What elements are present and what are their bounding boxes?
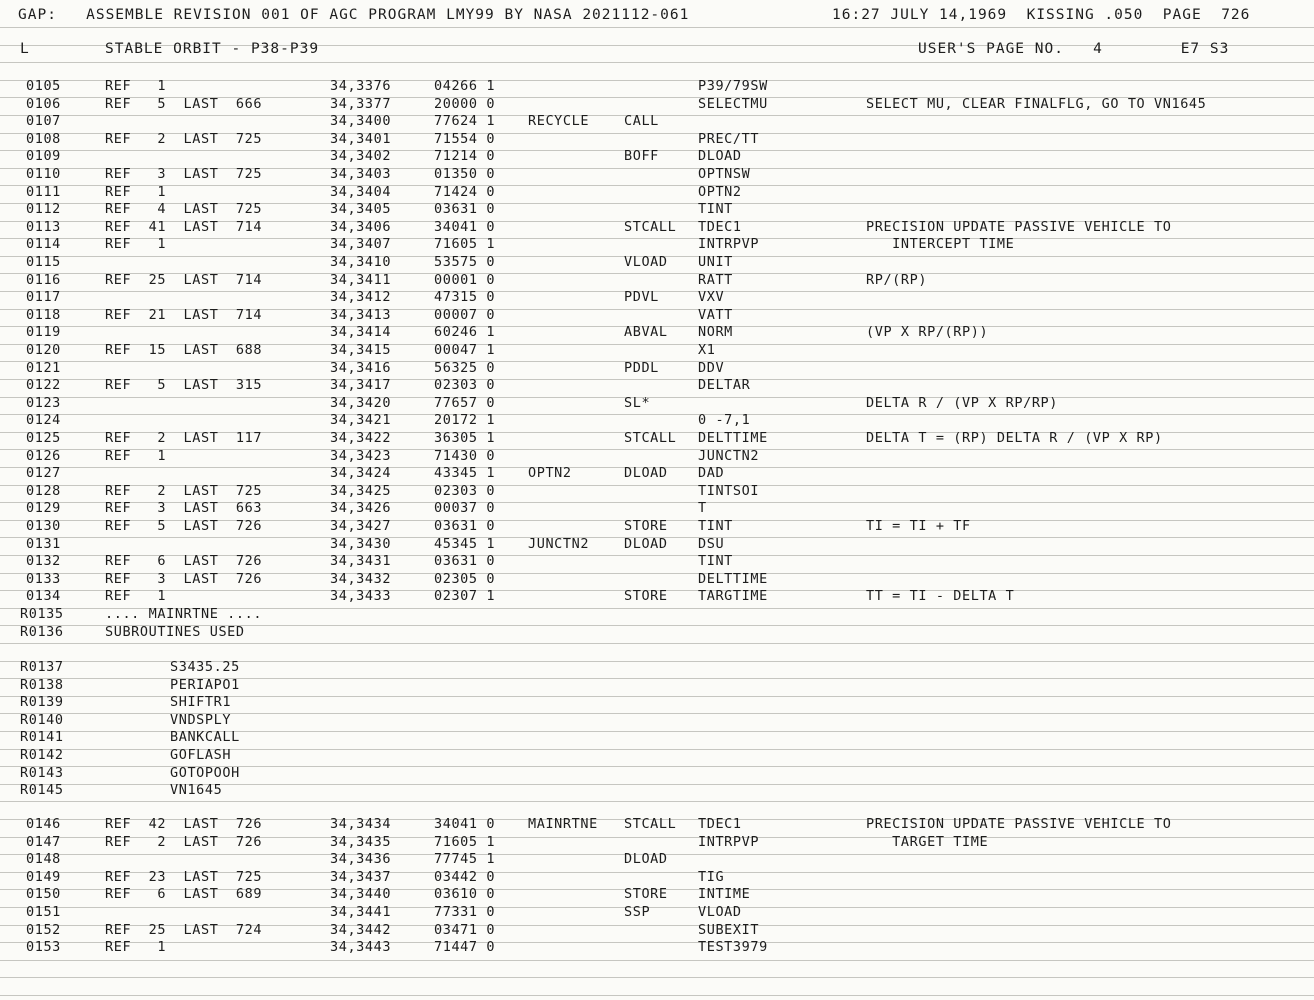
- listing-word: 02303 0: [434, 483, 496, 499]
- listing-comment: SELECT MU, CLEAR FINALFLG, GO TO VN1645: [866, 96, 1207, 112]
- listing-ref: REF 5 LAST 726: [105, 518, 263, 534]
- listing-word: 03610 0: [434, 886, 496, 902]
- listing-addr: 34,3427: [330, 518, 392, 534]
- listing-addr: 34,3437: [330, 869, 392, 885]
- listing-addr: 34,3441: [330, 904, 392, 920]
- listing-addr: 34,3413: [330, 307, 392, 323]
- listing-operand: TINT: [698, 553, 733, 569]
- listing-addr: 34,3402: [330, 148, 392, 164]
- listing-line: R0143: [20, 765, 64, 781]
- listing-op: ABVAL: [624, 324, 668, 340]
- listing-comment: DELTA T = (RP) DELTA R / (VP X RP): [866, 430, 1163, 446]
- listing-line: 0108: [26, 131, 61, 147]
- listing-word: 71605 1: [434, 236, 496, 252]
- paper-rule: [0, 960, 1314, 961]
- listing-word: 45345 1: [434, 536, 496, 552]
- listing-operand: 0 -7,1: [698, 412, 751, 428]
- listing-ref: REF 1: [105, 939, 167, 955]
- listing-word: 03442 0: [434, 869, 496, 885]
- listing-comment: TI = TI + TF: [866, 518, 971, 534]
- listing-addr: 34,3426: [330, 500, 392, 516]
- listing-addr: 34,3432: [330, 571, 392, 587]
- listing-word: 71430 0: [434, 448, 496, 464]
- subroutine-name: GOFLASH: [170, 747, 232, 763]
- listing-operand: X1: [698, 342, 716, 358]
- listing-operand: VXV: [698, 289, 725, 305]
- paper-rule: [0, 801, 1314, 802]
- listing-ref: REF 1: [105, 236, 167, 252]
- listing-ref: REF 15 LAST 688: [105, 342, 263, 358]
- listing-line: 0121: [26, 360, 61, 376]
- paper-rule: [0, 995, 1314, 996]
- listing-ref: REF 6 LAST 726: [105, 553, 263, 569]
- listing-line: 0133: [26, 571, 61, 587]
- user-page-number: USER'S PAGE NO. 4 E7 S3: [918, 41, 1230, 57]
- listing-line: 0153: [26, 939, 61, 955]
- listing-word: 77331 0: [434, 904, 496, 920]
- listing-addr: 34,3414: [330, 324, 392, 340]
- paper-rule: [0, 643, 1314, 644]
- listing-word: 71447 0: [434, 939, 496, 955]
- listing-ref: REF 25 LAST 714: [105, 272, 263, 288]
- listing-addr: 34,3431: [330, 553, 392, 569]
- listing-word: 77657 0: [434, 395, 496, 411]
- listing-comment: DELTA R / (VP X RP/RP): [866, 395, 1059, 411]
- listing-op: BOFF: [624, 148, 659, 164]
- listing-addr: 34,3424: [330, 465, 392, 481]
- listing-addr: 34,3442: [330, 922, 392, 938]
- listing-comment: TARGET TIME: [866, 834, 989, 850]
- listing-word: 20172 1: [434, 412, 496, 428]
- listing-line: 0126: [26, 448, 61, 464]
- listing-word: 03631 0: [434, 553, 496, 569]
- listing-comment: (VP X RP/(RP)): [866, 324, 989, 340]
- paper-rule: [0, 942, 1314, 943]
- listing-comment: PRECISION UPDATE PASSIVE VEHICLE TO: [866, 816, 1172, 832]
- paper-rule: [0, 414, 1314, 415]
- subroutine-name: S3435.25: [170, 659, 240, 675]
- listing-op: STCALL: [624, 430, 677, 446]
- paper-rule: [0, 80, 1314, 81]
- listing-op: STORE: [624, 518, 668, 534]
- listing-line: 0152: [26, 922, 61, 938]
- listing-line: R0139: [20, 694, 64, 710]
- listing-line: R0142: [20, 747, 64, 763]
- paper-rule: [0, 238, 1314, 239]
- listing-line: 0111: [26, 184, 61, 200]
- listing-text: .... MAINRTNE ....: [105, 606, 263, 622]
- listing-operand: SELECTMU: [698, 96, 768, 112]
- listing-line: 0132: [26, 553, 61, 569]
- listing-op: STCALL: [624, 816, 677, 832]
- listing-operand: DDV: [698, 360, 725, 376]
- listing-operand: INTRPVP: [698, 236, 760, 252]
- listing-operand: VLOAD: [698, 904, 742, 920]
- listing-ref: REF 3 LAST 726: [105, 571, 263, 587]
- listing-addr: 34,3400: [330, 113, 392, 129]
- listing-operand: DELTTIME: [698, 571, 768, 587]
- section-title: STABLE ORBIT - P38-P39: [105, 41, 320, 57]
- listing-word: 71605 1: [434, 834, 496, 850]
- listing-line: R0140: [20, 712, 64, 728]
- listing-ref: REF 4 LAST 725: [105, 201, 263, 217]
- listing-addr: 34,3405: [330, 201, 392, 217]
- listing-line: 0134: [26, 588, 61, 604]
- listing-op: PDDL: [624, 360, 659, 376]
- paper-rule: [0, 449, 1314, 450]
- listing-line: 0114: [26, 236, 61, 252]
- listing-word: 02305 0: [434, 571, 496, 587]
- listing-operand: DELTAR: [698, 377, 751, 393]
- listing-ref: REF 1: [105, 78, 167, 94]
- listing-line: 0118: [26, 307, 61, 323]
- subroutine-name: BANKCALL: [170, 729, 240, 745]
- listing-line: R0135: [20, 606, 64, 622]
- listing-word: 56325 0: [434, 360, 496, 376]
- listing-line: 0120: [26, 342, 61, 358]
- listing-addr: 34,3410: [330, 254, 392, 270]
- listing-addr: 34,3406: [330, 219, 392, 235]
- listing-addr: 34,3425: [330, 483, 392, 499]
- listing-word: 71214 0: [434, 148, 496, 164]
- listing-word: 00037 0: [434, 500, 496, 516]
- listing-operand: TIG: [698, 869, 725, 885]
- listing-op: STORE: [624, 886, 668, 902]
- listing-operand: RATT: [698, 272, 733, 288]
- listing-ref: REF 1: [105, 184, 167, 200]
- listing-op: STCALL: [624, 219, 677, 235]
- listing-ref: REF 1: [105, 588, 167, 604]
- listing-line: 0150: [26, 886, 61, 902]
- listing-word: 00001 0: [434, 272, 496, 288]
- listing-ref: REF 2 LAST 726: [105, 834, 263, 850]
- listing-addr: 34,3376: [330, 78, 392, 94]
- listing-word: 60246 1: [434, 324, 496, 340]
- listing-line: 0105: [26, 78, 61, 94]
- listing-word: 03631 0: [434, 201, 496, 217]
- listing-line: 0115: [26, 254, 61, 270]
- listing-addr: 34,3422: [330, 430, 392, 446]
- listing-op: CALL: [624, 113, 659, 129]
- listing-operand: TARGTIME: [698, 588, 768, 604]
- listing-text: SUBROUTINES USED: [105, 624, 245, 640]
- listing-addr: 34,3435: [330, 834, 392, 850]
- listing-ref: REF 1: [105, 448, 167, 464]
- listing-operand: DLOAD: [698, 148, 742, 164]
- listing-operand: TINT: [698, 518, 733, 534]
- listing-line: 0113: [26, 219, 61, 235]
- listing-line: 0117: [26, 289, 61, 305]
- listing-operand: T: [698, 500, 707, 516]
- listing-line: 0131: [26, 536, 61, 552]
- listing-ref: REF 5 LAST 315: [105, 377, 263, 393]
- listing-line: R0145: [20, 782, 64, 798]
- listing-operand: NORM: [698, 324, 733, 340]
- listing-ref: REF 2 LAST 117: [105, 430, 263, 446]
- listing-label: RECYCLE: [528, 113, 590, 129]
- listing-line: 0130: [26, 518, 61, 534]
- listing-word: 03471 0: [434, 922, 496, 938]
- listing-comment: PRECISION UPDATE PASSIVE VEHICLE TO: [866, 219, 1172, 235]
- listing-ref: REF 2 LAST 725: [105, 483, 263, 499]
- listing-line: 0149: [26, 869, 61, 885]
- listing-ref: REF 41 LAST 714: [105, 219, 263, 235]
- listing-word: 43345 1: [434, 465, 496, 481]
- listing-line: R0136: [20, 624, 64, 640]
- listing-operand: OPTNSW: [698, 166, 751, 182]
- listing-addr: 34,3433: [330, 588, 392, 604]
- listing-ref: REF 23 LAST 725: [105, 869, 263, 885]
- listing-operand: PREC/TT: [698, 131, 760, 147]
- listing-addr: 34,3417: [330, 377, 392, 393]
- listing-label: MAINRTNE: [528, 816, 598, 832]
- listing-word: 71424 0: [434, 184, 496, 200]
- listing-addr: 34,3403: [330, 166, 392, 182]
- paper-rule: [0, 397, 1314, 398]
- listing-line: 0106: [26, 96, 61, 112]
- listing-word: 00047 1: [434, 342, 496, 358]
- listing-word: 71554 0: [434, 131, 496, 147]
- listing-line: 0124: [26, 412, 61, 428]
- listing-line: 0125: [26, 430, 61, 446]
- listing-line: 0151: [26, 904, 61, 920]
- listing-line: 0110: [26, 166, 61, 182]
- listing-word: 04266 1: [434, 78, 496, 94]
- paper-rule: [0, 62, 1314, 63]
- subroutine-name: SHIFTR1: [170, 694, 232, 710]
- listing-line: 0148: [26, 851, 61, 867]
- listing-line: 0112: [26, 201, 61, 217]
- listing-addr: 34,3407: [330, 236, 392, 252]
- listing-ref: REF 25 LAST 724: [105, 922, 263, 938]
- listing-line: 0129: [26, 500, 61, 516]
- listing-op: PDVL: [624, 289, 659, 305]
- listing-operand: TDEC1: [698, 219, 742, 235]
- listing-addr: 34,3401: [330, 131, 392, 147]
- listing-word: 02303 0: [434, 377, 496, 393]
- listing-word: 77745 1: [434, 851, 496, 867]
- listing-operand: P39/79SW: [698, 78, 768, 94]
- listing-word: 47315 0: [434, 289, 496, 305]
- listing-operand: TEST3979: [698, 939, 768, 955]
- listing-word: 77624 1: [434, 113, 496, 129]
- listing-line: R0137: [20, 659, 64, 675]
- listing-comment: INTERCEPT TIME: [866, 236, 1015, 252]
- listing-op: DLOAD: [624, 851, 668, 867]
- listing-addr: 34,3421: [330, 412, 392, 428]
- listing-operand: TINT: [698, 201, 733, 217]
- listing-line: R0141: [20, 729, 64, 745]
- listing-op: VLOAD: [624, 254, 668, 270]
- listing-operand: DELTTIME: [698, 430, 768, 446]
- listing-line: 0109: [26, 148, 61, 164]
- listing-addr: 34,3412: [330, 289, 392, 305]
- listing-addr: 34,3440: [330, 886, 392, 902]
- listing-line: 0119: [26, 324, 61, 340]
- listing-word: 02307 1: [434, 588, 496, 604]
- listing-ref: REF 2 LAST 725: [105, 131, 263, 147]
- listing-addr: 34,3443: [330, 939, 392, 955]
- header-timestamp: 16:27 JULY 14,1969 KISSING .050 PAGE 726: [832, 7, 1251, 23]
- subroutine-name: PERIAPO1: [170, 677, 240, 693]
- listing-word: 34041 0: [434, 816, 496, 832]
- listing-operand: VATT: [698, 307, 733, 323]
- listing-op: SL*: [624, 395, 651, 411]
- listing-addr: 34,3411: [330, 272, 392, 288]
- listing-ref: REF 3 LAST 725: [105, 166, 263, 182]
- listing-ref: REF 3 LAST 663: [105, 500, 263, 516]
- listing-operand: SUBEXIT: [698, 922, 760, 938]
- listing-ref: REF 42 LAST 726: [105, 816, 263, 832]
- listing-line: 0107: [26, 113, 61, 129]
- listing-operand: INTRPVP: [698, 834, 760, 850]
- listing-line: 0147: [26, 834, 61, 850]
- listing-word: 20000 0: [434, 96, 496, 112]
- paper-rule: [0, 27, 1314, 28]
- listing-line: R0138: [20, 677, 64, 693]
- listing-line: 0127: [26, 465, 61, 481]
- listing-comment: TT = TI - DELTA T: [866, 588, 1015, 604]
- listing-addr: 34,3420: [330, 395, 392, 411]
- listing-word: 01350 0: [434, 166, 496, 182]
- listing-label: OPTN2: [528, 465, 572, 481]
- listing-line: 0146: [26, 816, 61, 832]
- listing-comment: RP/(RP): [866, 272, 928, 288]
- listing-word: 34041 0: [434, 219, 496, 235]
- listing-operand: DSU: [698, 536, 725, 552]
- listing-ref: REF 5 LAST 666: [105, 96, 263, 112]
- listing-operand: TDEC1: [698, 816, 742, 832]
- paper-rule: [0, 907, 1314, 908]
- listing-word: 00007 0: [434, 307, 496, 323]
- listing-word: 36305 1: [434, 430, 496, 446]
- listing-addr: 34,3415: [330, 342, 392, 358]
- listing-addr: 34,3423: [330, 448, 392, 464]
- subroutine-name: GOTOPOOH: [170, 765, 240, 781]
- listing-line: 0122: [26, 377, 61, 393]
- listing-addr: 34,3416: [330, 360, 392, 376]
- listing-op: STORE: [624, 588, 668, 604]
- listing-op: SSP: [624, 904, 651, 920]
- listing-label: JUNCTN2: [528, 536, 590, 552]
- listing-word: 53575 0: [434, 254, 496, 270]
- header-log-letter: L: [20, 41, 30, 57]
- paper-rule: [0, 185, 1314, 186]
- paper-rule: [0, 977, 1314, 978]
- listing-word: 03631 0: [434, 518, 496, 534]
- listing-line: 0116: [26, 272, 61, 288]
- listing-addr: 34,3377: [330, 96, 392, 112]
- listing-operand: INTIME: [698, 886, 751, 902]
- listing-operand: TINTSOI: [698, 483, 760, 499]
- header-title: GAP: ASSEMBLE REVISION 001 OF AGC PROGRAM LMY99 BY NASA 2021112-061: [18, 7, 690, 23]
- listing-operand: OPTN2: [698, 184, 742, 200]
- subroutine-name: VNDSPLY: [170, 712, 232, 728]
- listing-addr: 34,3436: [330, 851, 392, 867]
- listing-addr: 34,3430: [330, 536, 392, 552]
- listing-op: DLOAD: [624, 536, 668, 552]
- listing-ref: REF 6 LAST 689: [105, 886, 263, 902]
- listing-addr: 34,3434: [330, 816, 392, 832]
- listing-line: 0128: [26, 483, 61, 499]
- listing-ref: REF 21 LAST 714: [105, 307, 263, 323]
- listing-line: 0123: [26, 395, 61, 411]
- subroutine-name: VN1645: [170, 782, 223, 798]
- listing-operand: JUNCTN2: [698, 448, 760, 464]
- listing-addr: 34,3404: [330, 184, 392, 200]
- listing-op: DLOAD: [624, 465, 668, 481]
- listing-operand: UNIT: [698, 254, 733, 270]
- listing-operand: DAD: [698, 465, 725, 481]
